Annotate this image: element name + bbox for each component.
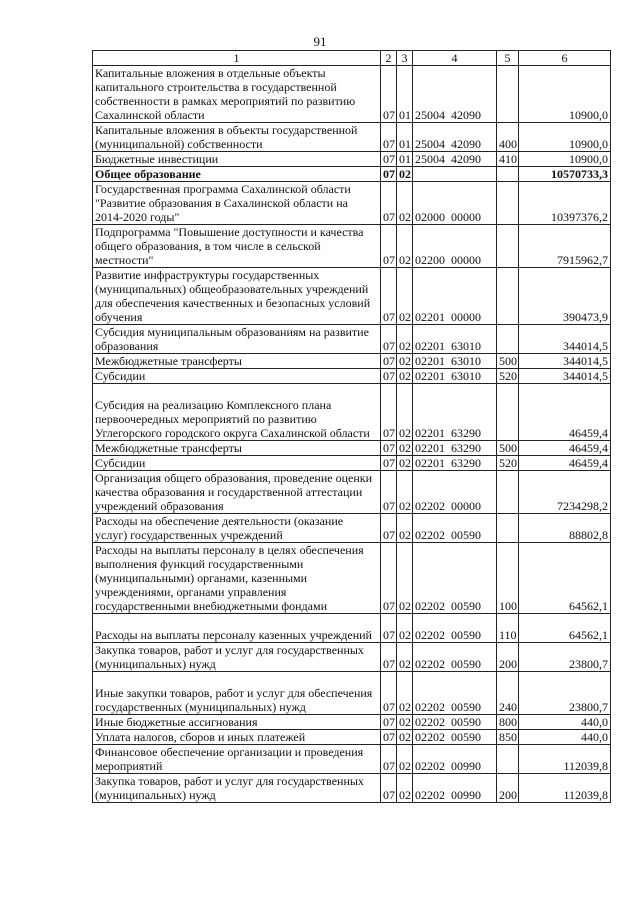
item-name-cell: Финансовое обеспечение организации и проведения мероприятий [93, 745, 381, 774]
item-name-cell: Развитие инфраструктуры государственных (муниципальных) общеобразовательных учреждений для обеспечения качественных и безопасных условий обучения [93, 268, 381, 325]
section-code-cell: 07 [381, 672, 397, 715]
subsection-code-cell: 02 [397, 730, 413, 745]
subsection-code-cell: 02 [397, 543, 413, 614]
header-cell: 1 [93, 51, 381, 66]
subsection-code-cell: 02 [397, 514, 413, 543]
expense-type-cell [497, 745, 519, 774]
item-name-cell: Расходы на обеспечение деятельности (оказание услуг) государственных учреждений [93, 514, 381, 543]
subsection-code-cell: 01 [397, 152, 413, 167]
item-name-cell: Субсидия на реализацию Комплексного плана первоочередных мероприятий по развитию Углегорского городского округа Сахалинской области [93, 384, 381, 441]
table-row [93, 123, 611, 152]
subsection-code-cell: 02 [397, 369, 413, 384]
subsection-code-cell: 02 [397, 182, 413, 225]
target-article-cell: 25004 42090 [413, 66, 497, 123]
expense-type-cell: 200 [497, 643, 519, 672]
item-name-cell: Капитальные вложения в отдельные объекты капитального строительства в государственной собственности в рамках мероприятий по развитию Сахалинской области [93, 66, 381, 123]
subsection-code-cell: 02 [397, 456, 413, 471]
expense-type-cell: 800 [497, 715, 519, 730]
table-row [93, 471, 611, 514]
table-row [93, 730, 611, 745]
section-code-cell: 07 [381, 614, 397, 643]
expense-type-cell [497, 514, 519, 543]
target-article-cell: 02202 00990 [413, 745, 497, 774]
target-article-cell: 02201 63290 [413, 441, 497, 456]
target-article-cell: 25004 42090 [413, 152, 497, 167]
amount-cell: 440,0 [519, 715, 611, 730]
expense-type-cell [497, 167, 519, 182]
section-code-cell: 07 [381, 730, 397, 745]
header-cell: 4 [413, 51, 497, 66]
target-article-cell: 02202 00590 [413, 643, 497, 672]
target-article-cell: 02000 00000 [413, 182, 497, 225]
item-name-cell: Иные закупки товаров, работ и услуг для обеспечения государственных (муниципальных) нужд [93, 672, 381, 715]
expense-type-cell [497, 66, 519, 123]
subsection-code-cell: 02 [397, 774, 413, 803]
target-article-cell: 02201 63010 [413, 325, 497, 354]
subsection-code-cell: 02 [397, 354, 413, 369]
item-name-cell: Организация общего образования, проведение оценки качества образования и государственной аттестации учреждений образования [93, 471, 381, 514]
item-name-cell: Межбюджетные трансферты [93, 441, 381, 456]
table-row [93, 152, 611, 167]
subsection-code-cell: 02 [397, 167, 413, 182]
section-code-cell: 07 [381, 774, 397, 803]
amount-cell: 7234298,2 [519, 471, 611, 514]
target-article-cell [413, 167, 497, 182]
amount-cell: 46459,4 [519, 384, 611, 441]
expense-type-cell: 410 [497, 152, 519, 167]
subsection-code-cell: 02 [397, 325, 413, 354]
target-article-cell: 02202 00590 [413, 715, 497, 730]
subsection-code-cell: 02 [397, 715, 413, 730]
section-code-cell: 07 [381, 441, 397, 456]
subsection-code-cell: 02 [397, 384, 413, 441]
item-name-cell: Межбюджетные трансферты [93, 354, 381, 369]
expense-type-cell: 400 [497, 123, 519, 152]
table-row [93, 369, 611, 384]
table-row [93, 441, 611, 456]
subsection-code-cell: 01 [397, 66, 413, 123]
amount-cell: 64562,1 [519, 543, 611, 614]
target-article-cell: 02201 63010 [413, 354, 497, 369]
table-row [93, 354, 611, 369]
item-name-cell: Расходы на выплаты персоналу казенных учреждений [93, 614, 381, 643]
subsection-code-cell: 02 [397, 643, 413, 672]
section-code-cell: 07 [381, 182, 397, 225]
section-code-cell: 07 [381, 456, 397, 471]
subsection-code-cell: 02 [397, 441, 413, 456]
item-name-cell: Закупка товаров, работ и услуг для государственных (муниципальных) нужд [93, 643, 381, 672]
expense-type-cell [497, 268, 519, 325]
section-code-cell: 07 [381, 225, 397, 268]
amount-cell: 7915962,7 [519, 225, 611, 268]
table-row [93, 672, 611, 715]
amount-cell: 23800,7 [519, 672, 611, 715]
section-code-cell: 07 [381, 66, 397, 123]
section-code-cell: 07 [381, 543, 397, 614]
expense-type-cell: 850 [497, 730, 519, 745]
section-code-cell: 07 [381, 369, 397, 384]
expense-type-cell: 520 [497, 369, 519, 384]
item-name-cell: Общее образование [93, 167, 381, 182]
section-code-cell: 07 [381, 384, 397, 441]
target-article-cell: 02200 00000 [413, 225, 497, 268]
table-row [93, 745, 611, 774]
target-article-cell: 02202 00000 [413, 471, 497, 514]
item-name-cell: Субсидии [93, 369, 381, 384]
amount-cell: 10900,0 [519, 152, 611, 167]
budget-table [92, 50, 611, 803]
item-name-cell: Государственная программа Сахалинской области "Развитие образования в Сахалинской области на 2014-2020 годы" [93, 182, 381, 225]
amount-cell: 390473,9 [519, 268, 611, 325]
item-name-cell: Иные бюджетные ассигнования [93, 715, 381, 730]
item-name-cell: Субсидии [93, 456, 381, 471]
expense-type-cell: 200 [497, 774, 519, 803]
amount-cell: 46459,4 [519, 441, 611, 456]
expense-type-cell [497, 471, 519, 514]
amount-cell: 46459,4 [519, 456, 611, 471]
table-row [93, 325, 611, 354]
subsection-code-cell: 02 [397, 471, 413, 514]
amount-cell: 344014,5 [519, 325, 611, 354]
header-cell: 6 [519, 51, 611, 66]
target-article-cell: 02201 00000 [413, 268, 497, 325]
section-code-cell: 07 [381, 167, 397, 182]
table-row [93, 225, 611, 268]
expense-type-cell: 100 [497, 543, 519, 614]
amount-cell: 112039,8 [519, 774, 611, 803]
expense-type-cell: 500 [497, 441, 519, 456]
target-article-cell: 02202 00590 [413, 730, 497, 745]
amount-cell: 112039,8 [519, 745, 611, 774]
page-number: 91 [313, 34, 327, 49]
table-row [93, 774, 611, 803]
header-cell: 3 [397, 51, 413, 66]
subsection-code-cell: 02 [397, 672, 413, 715]
table-row [93, 384, 611, 441]
item-name-cell: Субсидия муниципальным образованиям на развитие образования [93, 325, 381, 354]
target-article-cell: 25004 42090 [413, 123, 497, 152]
subsection-code-cell: 02 [397, 268, 413, 325]
table-row [93, 182, 611, 225]
table-row [93, 66, 611, 123]
table-row [93, 543, 611, 614]
target-article-cell: 02202 00990 [413, 774, 497, 803]
table-row [93, 456, 611, 471]
expense-type-cell: 520 [497, 456, 519, 471]
expense-type-cell [497, 384, 519, 441]
header-cell: 5 [497, 51, 519, 66]
expense-type-cell [497, 225, 519, 268]
section-code-cell: 07 [381, 715, 397, 730]
item-name-cell: Капитальные вложения в объекты государственной (муниципальной) собственности [93, 123, 381, 152]
section-code-cell: 07 [381, 325, 397, 354]
amount-cell: 344014,5 [519, 369, 611, 384]
item-name-cell: Расходы на выплаты персоналу в целях обеспечения выполнения функций государственными (муниципальными) органами, казенными учреждениями, органами управления государственными внебюджетными фондами [93, 543, 381, 614]
expense-type-cell [497, 182, 519, 225]
expense-type-cell: 500 [497, 354, 519, 369]
section-code-cell: 07 [381, 123, 397, 152]
subsection-code-cell: 01 [397, 123, 413, 152]
table-row [93, 715, 611, 730]
amount-cell: 64562,1 [519, 614, 611, 643]
expense-type-cell [497, 325, 519, 354]
section-code-cell: 07 [381, 152, 397, 167]
section-code-cell: 07 [381, 268, 397, 325]
amount-cell: 440,0 [519, 730, 611, 745]
item-name-cell: Закупка товаров, работ и услуг для государственных (муниципальных) нужд [93, 774, 381, 803]
target-article-cell: 02202 00590 [413, 514, 497, 543]
table-header-row [93, 51, 611, 66]
amount-cell: 10900,0 [519, 66, 611, 123]
target-article-cell: 02202 00590 [413, 672, 497, 715]
subsection-code-cell: 02 [397, 225, 413, 268]
table-row [93, 167, 611, 182]
section-code-cell: 07 [381, 745, 397, 774]
subsection-code-cell: 02 [397, 614, 413, 643]
target-article-cell: 02201 63290 [413, 384, 497, 441]
target-article-cell: 02201 63290 [413, 456, 497, 471]
amount-cell: 10900,0 [519, 123, 611, 152]
amount-cell: 88802,8 [519, 514, 611, 543]
section-code-cell: 07 [381, 354, 397, 369]
item-name-cell: Подпрограмма "Повышение доступности и качества общего образования, в том числе в сельской местности" [93, 225, 381, 268]
subsection-code-cell: 02 [397, 745, 413, 774]
section-code-cell: 07 [381, 643, 397, 672]
amount-cell: 10570733,3 [519, 167, 611, 182]
table-body [93, 51, 611, 803]
section-code-cell: 07 [381, 514, 397, 543]
header-cell: 2 [381, 51, 397, 66]
item-name-cell: Уплата налогов, сборов и иных платежей [93, 730, 381, 745]
expense-type-cell: 110 [497, 614, 519, 643]
item-name-cell: Бюджетные инвестиции [93, 152, 381, 167]
table-row [93, 268, 611, 325]
amount-cell: 344014,5 [519, 354, 611, 369]
section-code-cell: 07 [381, 471, 397, 514]
amount-cell: 10397376,2 [519, 182, 611, 225]
target-article-cell: 02201 63010 [413, 369, 497, 384]
target-article-cell: 02202 00590 [413, 614, 497, 643]
expense-type-cell: 240 [497, 672, 519, 715]
table-row [93, 614, 611, 643]
amount-cell: 23800,7 [519, 643, 611, 672]
target-article-cell: 02202 00590 [413, 543, 497, 614]
table-row [93, 643, 611, 672]
table-row [93, 514, 611, 543]
